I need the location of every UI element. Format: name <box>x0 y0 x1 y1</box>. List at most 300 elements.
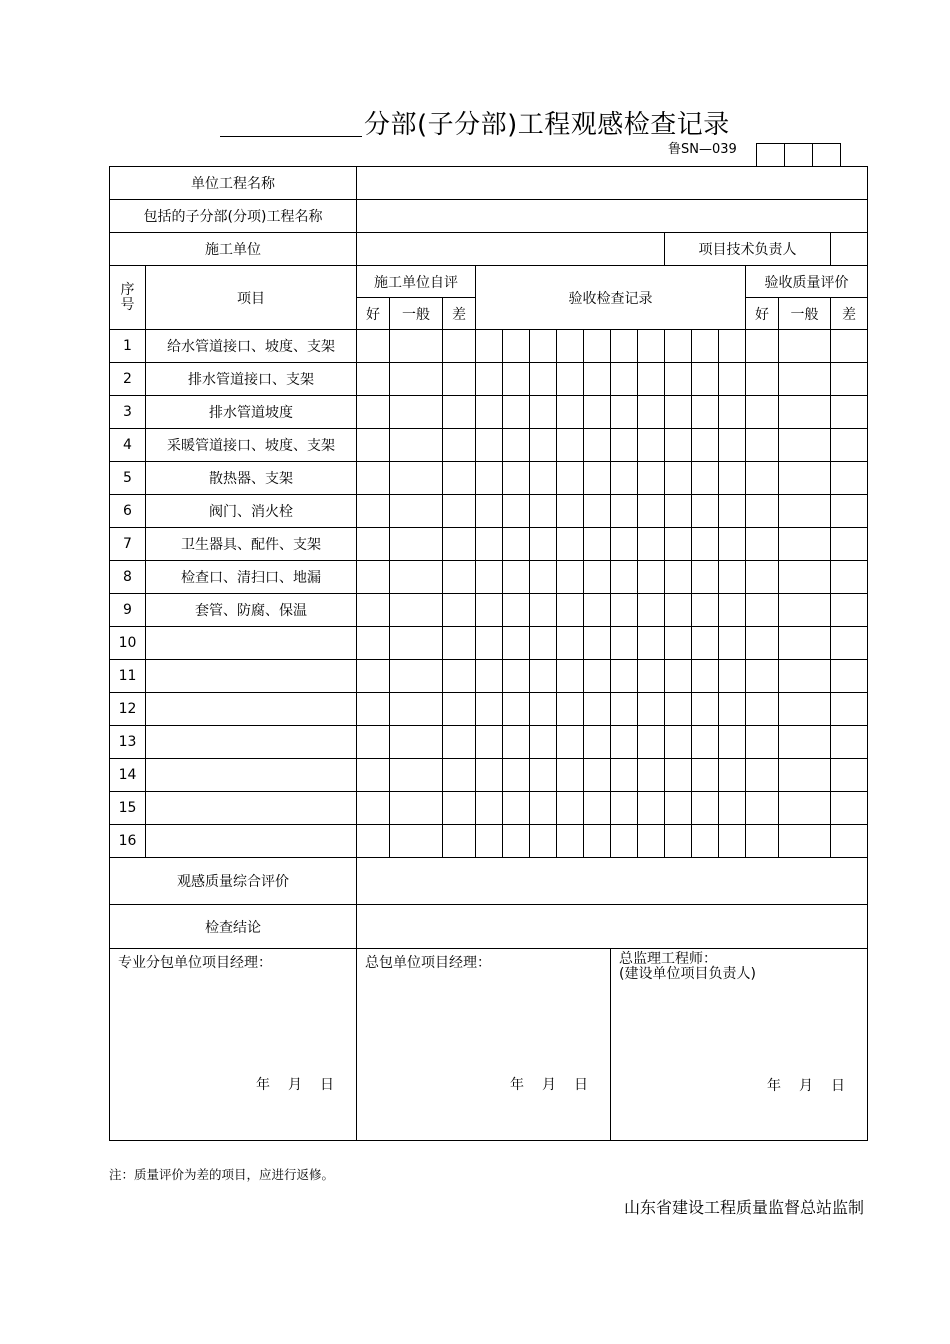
row-cell[interactable] <box>390 561 443 594</box>
row-cell[interactable] <box>638 792 665 825</box>
row-cell[interactable] <box>719 759 746 792</box>
row-cell[interactable] <box>779 495 831 528</box>
row-cell[interactable] <box>665 363 692 396</box>
row-cell[interactable] <box>746 693 779 726</box>
row-cell[interactable] <box>719 594 746 627</box>
row-cell[interactable] <box>692 726 719 759</box>
unit-project-field[interactable] <box>357 167 868 200</box>
row-cell[interactable] <box>443 759 476 792</box>
table-row <box>110 660 868 693</box>
row-cell[interactable] <box>530 792 557 825</box>
row-cell[interactable] <box>611 495 638 528</box>
code-box <box>784 143 813 167</box>
row-cell[interactable] <box>611 363 638 396</box>
row-item: 采暖管道接口、坡度、支架 <box>146 429 357 462</box>
row-cell[interactable] <box>719 825 746 858</box>
row-cell[interactable] <box>357 726 390 759</box>
row-cell[interactable] <box>476 825 503 858</box>
contractor-field[interactable] <box>357 233 665 266</box>
row-cell[interactable] <box>746 330 779 363</box>
row-cell[interactable] <box>665 660 692 693</box>
row-cell[interactable] <box>476 429 503 462</box>
row-cell[interactable] <box>390 792 443 825</box>
row-cell[interactable] <box>530 726 557 759</box>
row-cell[interactable] <box>530 759 557 792</box>
row-cell[interactable] <box>503 660 530 693</box>
row-cell[interactable] <box>719 462 746 495</box>
row-cell[interactable] <box>357 396 390 429</box>
row-cell[interactable] <box>611 693 638 726</box>
row-cell[interactable] <box>476 561 503 594</box>
row-cell[interactable] <box>638 726 665 759</box>
row-cell[interactable] <box>557 396 584 429</box>
row-cell[interactable] <box>638 330 665 363</box>
row-cell[interactable] <box>692 693 719 726</box>
row-cell[interactable] <box>611 594 638 627</box>
row-cell[interactable] <box>779 660 831 693</box>
acc-good-header: 好 <box>746 298 779 330</box>
row-cell[interactable] <box>779 462 831 495</box>
row-cell[interactable] <box>530 528 557 561</box>
supervisor-label: 总监理工程师： <box>619 951 717 967</box>
row-cell[interactable] <box>557 528 584 561</box>
row-cell[interactable] <box>831 759 868 792</box>
row-cell[interactable] <box>638 759 665 792</box>
row-cell[interactable] <box>779 726 831 759</box>
row-number: 1 <box>110 330 146 363</box>
row-cell[interactable] <box>665 825 692 858</box>
row-cell[interactable] <box>611 825 638 858</box>
table-row <box>110 693 868 726</box>
row-number: 4 <box>110 429 146 462</box>
row-cell[interactable] <box>443 627 476 660</box>
row-cell[interactable] <box>779 792 831 825</box>
row-cell[interactable] <box>584 825 611 858</box>
row-cell[interactable] <box>503 825 530 858</box>
footer-issuer: 山东省建设工程质量监督总站监制 <box>623 1198 864 1217</box>
row-cell[interactable] <box>530 660 557 693</box>
row-cell[interactable] <box>530 396 557 429</box>
row-cell[interactable] <box>476 594 503 627</box>
row-cell[interactable] <box>746 429 779 462</box>
row-cell[interactable] <box>390 528 443 561</box>
row-cell[interactable] <box>779 594 831 627</box>
row-cell[interactable] <box>357 561 390 594</box>
row-cell[interactable] <box>357 528 390 561</box>
row-cell[interactable] <box>530 330 557 363</box>
row-cell[interactable] <box>779 759 831 792</box>
row-cell[interactable] <box>476 462 503 495</box>
row-cell[interactable] <box>584 330 611 363</box>
row-cell[interactable] <box>530 363 557 396</box>
row-cell[interactable] <box>557 759 584 792</box>
row-cell[interactable] <box>638 528 665 561</box>
row-cell[interactable] <box>665 693 692 726</box>
row-cell[interactable] <box>443 363 476 396</box>
row-cell[interactable] <box>443 726 476 759</box>
row-cell[interactable] <box>611 561 638 594</box>
row-cell[interactable] <box>831 693 868 726</box>
row-cell[interactable] <box>665 528 692 561</box>
row-cell[interactable] <box>611 660 638 693</box>
row-cell[interactable] <box>530 429 557 462</box>
row-cell[interactable] <box>611 759 638 792</box>
conclusion-field[interactable] <box>357 905 868 949</box>
row-cell[interactable] <box>719 429 746 462</box>
row-cell[interactable] <box>390 462 443 495</box>
row-cell[interactable] <box>831 462 868 495</box>
table-row <box>110 825 868 858</box>
row-cell[interactable] <box>557 561 584 594</box>
row-cell[interactable] <box>503 792 530 825</box>
row-cell[interactable] <box>638 594 665 627</box>
row-cell[interactable] <box>665 561 692 594</box>
row-cell[interactable] <box>390 825 443 858</box>
row-cell[interactable] <box>638 495 665 528</box>
row-cell[interactable] <box>746 396 779 429</box>
row-cell[interactable] <box>530 693 557 726</box>
row-cell[interactable] <box>746 462 779 495</box>
row-cell[interactable] <box>557 330 584 363</box>
row-cell[interactable] <box>831 495 868 528</box>
row-cell[interactable] <box>692 363 719 396</box>
row-cell[interactable] <box>390 693 443 726</box>
row-cell[interactable] <box>530 561 557 594</box>
row-cell[interactable] <box>665 627 692 660</box>
row-cell[interactable] <box>831 660 868 693</box>
row-cell[interactable] <box>692 429 719 462</box>
row-cell[interactable] <box>357 429 390 462</box>
row-cell[interactable] <box>831 594 868 627</box>
title-blank-line <box>220 112 362 137</box>
row-cell[interactable] <box>503 561 530 594</box>
row-cell[interactable] <box>831 528 868 561</box>
row-cell[interactable] <box>357 693 390 726</box>
row-cell[interactable] <box>611 396 638 429</box>
row-cell[interactable] <box>390 594 443 627</box>
row-cell[interactable] <box>584 561 611 594</box>
row-cell[interactable] <box>557 429 584 462</box>
row-cell[interactable] <box>443 462 476 495</box>
row-cell[interactable] <box>476 660 503 693</box>
row-cell[interactable] <box>692 594 719 627</box>
row-cell[interactable] <box>831 561 868 594</box>
supervisor-alt-label: (建设单位项目负责人) <box>619 966 756 982</box>
row-cell[interactable] <box>611 627 638 660</box>
row-cell[interactable] <box>443 429 476 462</box>
row-cell[interactable] <box>692 627 719 660</box>
row-cell[interactable] <box>557 462 584 495</box>
sub-project-label: 包括的子分部(分项)工程名称 <box>110 200 357 233</box>
row-cell[interactable] <box>746 825 779 858</box>
row-cell[interactable] <box>443 792 476 825</box>
row-cell[interactable] <box>390 726 443 759</box>
row-cell[interactable] <box>357 627 390 660</box>
row-cell[interactable] <box>665 462 692 495</box>
row-item: 阀门、消火栓 <box>146 495 357 528</box>
row-cell[interactable] <box>476 759 503 792</box>
row-cell[interactable] <box>557 792 584 825</box>
sign-date: 年 月 日 <box>767 1078 845 1094</box>
row-cell[interactable] <box>443 495 476 528</box>
row-cell[interactable] <box>390 627 443 660</box>
row-cell[interactable] <box>503 759 530 792</box>
row-cell[interactable] <box>611 528 638 561</box>
row-cell[interactable] <box>443 660 476 693</box>
row-cell[interactable] <box>692 528 719 561</box>
row-cell[interactable] <box>746 792 779 825</box>
row-cell[interactable] <box>638 825 665 858</box>
row-cell[interactable] <box>779 330 831 363</box>
row-cell[interactable] <box>390 660 443 693</box>
row-cell[interactable] <box>638 561 665 594</box>
row-cell[interactable] <box>638 363 665 396</box>
row-cell[interactable] <box>779 561 831 594</box>
row-cell[interactable] <box>390 429 443 462</box>
row-cell[interactable] <box>719 693 746 726</box>
row-cell[interactable] <box>692 825 719 858</box>
row-cell[interactable] <box>719 528 746 561</box>
row-cell[interactable] <box>611 462 638 495</box>
row-cell[interactable] <box>476 693 503 726</box>
row-cell[interactable] <box>638 462 665 495</box>
row-cell[interactable] <box>357 792 390 825</box>
row-cell[interactable] <box>831 363 868 396</box>
row-cell[interactable] <box>530 594 557 627</box>
row-cell[interactable] <box>746 627 779 660</box>
row-item <box>146 825 357 858</box>
row-cell[interactable] <box>719 726 746 759</box>
row-cell[interactable] <box>476 792 503 825</box>
row-cell[interactable] <box>638 396 665 429</box>
row-cell[interactable] <box>476 363 503 396</box>
row-item: 排水管道接口、支架 <box>146 363 357 396</box>
row-cell[interactable] <box>503 594 530 627</box>
row-cell[interactable] <box>584 429 611 462</box>
row-cell[interactable] <box>692 792 719 825</box>
row-cell[interactable] <box>779 429 831 462</box>
row-cell[interactable] <box>390 330 443 363</box>
row-cell[interactable] <box>443 693 476 726</box>
row-cell[interactable] <box>443 561 476 594</box>
row-item <box>146 759 357 792</box>
row-cell[interactable] <box>503 462 530 495</box>
row-cell[interactable] <box>390 495 443 528</box>
row-cell[interactable] <box>503 495 530 528</box>
row-cell[interactable] <box>665 792 692 825</box>
note: 注：质量评价为差的项目，应进行返修。 <box>109 1167 335 1182</box>
overall-eval-label: 观感质量综合评价 <box>110 858 357 905</box>
row-cell[interactable] <box>611 792 638 825</box>
supervisor-signature[interactable] <box>611 949 868 1141</box>
row-number: 7 <box>110 528 146 561</box>
row-cell[interactable] <box>638 429 665 462</box>
row-cell[interactable] <box>443 396 476 429</box>
row-cell[interactable] <box>390 396 443 429</box>
main-manager-signature[interactable] <box>357 949 611 1141</box>
row-cell[interactable] <box>779 627 831 660</box>
row-cell[interactable] <box>638 627 665 660</box>
row-cell[interactable] <box>638 693 665 726</box>
sign-date: 年 月 日 <box>256 1077 334 1093</box>
table-row <box>110 759 868 792</box>
check-record-header: 验收检查记录 <box>476 266 746 330</box>
table-row <box>110 495 868 528</box>
row-cell[interactable] <box>779 825 831 858</box>
row-item <box>146 693 357 726</box>
row-number: 11 <box>110 660 146 693</box>
row-cell[interactable] <box>692 660 719 693</box>
row-cell[interactable] <box>584 627 611 660</box>
row-cell[interactable] <box>557 594 584 627</box>
row-cell[interactable] <box>584 462 611 495</box>
row-item: 给水管道接口、坡度、支架 <box>146 330 357 363</box>
row-cell[interactable] <box>719 396 746 429</box>
row-cell[interactable] <box>503 726 530 759</box>
row-number: 9 <box>110 594 146 627</box>
row-cell[interactable] <box>357 363 390 396</box>
row-cell[interactable] <box>584 495 611 528</box>
row-cell[interactable] <box>557 363 584 396</box>
row-cell[interactable] <box>443 528 476 561</box>
row-cell[interactable] <box>611 429 638 462</box>
row-cell[interactable] <box>779 363 831 396</box>
row-cell[interactable] <box>443 825 476 858</box>
row-cell[interactable] <box>719 495 746 528</box>
row-cell[interactable] <box>476 726 503 759</box>
row-cell[interactable] <box>665 429 692 462</box>
row-cell[interactable] <box>831 396 868 429</box>
row-cell[interactable] <box>443 330 476 363</box>
row-cell[interactable] <box>357 594 390 627</box>
row-cell[interactable] <box>503 330 530 363</box>
row-number: 2 <box>110 363 146 396</box>
row-cell[interactable] <box>530 825 557 858</box>
tech-lead-field[interactable] <box>831 233 868 266</box>
table-row <box>110 462 868 495</box>
row-cell[interactable] <box>357 330 390 363</box>
row-cell[interactable] <box>831 792 868 825</box>
row-cell[interactable] <box>476 495 503 528</box>
row-cell[interactable] <box>692 330 719 363</box>
row-cell[interactable] <box>719 561 746 594</box>
sub-project-field[interactable] <box>357 200 868 233</box>
row-cell[interactable] <box>692 561 719 594</box>
row-cell[interactable] <box>719 330 746 363</box>
row-cell[interactable] <box>530 462 557 495</box>
row-cell[interactable] <box>746 594 779 627</box>
row-cell[interactable] <box>503 429 530 462</box>
row-cell[interactable] <box>584 726 611 759</box>
row-cell[interactable] <box>557 627 584 660</box>
row-cell[interactable] <box>557 726 584 759</box>
row-cell[interactable] <box>357 759 390 792</box>
row-cell[interactable] <box>476 396 503 429</box>
row-cell[interactable] <box>719 363 746 396</box>
row-cell[interactable] <box>831 825 868 858</box>
row-cell[interactable] <box>665 396 692 429</box>
row-cell[interactable] <box>746 561 779 594</box>
row-cell[interactable] <box>665 330 692 363</box>
overall-eval-field[interactable] <box>357 858 868 905</box>
row-cell[interactable] <box>357 495 390 528</box>
row-cell[interactable] <box>503 363 530 396</box>
row-cell[interactable] <box>692 396 719 429</box>
row-cell[interactable] <box>530 627 557 660</box>
row-cell[interactable] <box>692 759 719 792</box>
row-cell[interactable] <box>638 660 665 693</box>
row-cell[interactable] <box>665 495 692 528</box>
row-cell[interactable] <box>719 792 746 825</box>
row-cell[interactable] <box>719 660 746 693</box>
row-cell[interactable] <box>584 759 611 792</box>
row-cell[interactable] <box>503 528 530 561</box>
row-cell[interactable] <box>476 330 503 363</box>
row-cell[interactable] <box>557 693 584 726</box>
row-cell[interactable] <box>584 396 611 429</box>
row-cell[interactable] <box>503 693 530 726</box>
item-header: 项目 <box>146 266 357 330</box>
row-cell[interactable] <box>584 792 611 825</box>
row-cell[interactable] <box>831 429 868 462</box>
row-cell[interactable] <box>390 759 443 792</box>
sub-manager-signature[interactable] <box>110 949 357 1141</box>
row-cell[interactable] <box>584 693 611 726</box>
row-cell[interactable] <box>779 693 831 726</box>
row-cell[interactable] <box>831 330 868 363</box>
row-cell[interactable] <box>557 825 584 858</box>
row-cell[interactable] <box>530 495 557 528</box>
row-cell[interactable] <box>719 627 746 660</box>
row-cell[interactable] <box>665 594 692 627</box>
row-cell[interactable] <box>443 594 476 627</box>
row-cell[interactable] <box>357 660 390 693</box>
row-cell[interactable] <box>665 759 692 792</box>
row-cell[interactable] <box>476 528 503 561</box>
row-cell[interactable] <box>831 726 868 759</box>
row-cell[interactable] <box>746 660 779 693</box>
row-cell[interactable] <box>746 726 779 759</box>
row-cell[interactable] <box>692 495 719 528</box>
code-box <box>812 143 841 167</box>
row-cell[interactable] <box>584 528 611 561</box>
row-number: 6 <box>110 495 146 528</box>
row-cell[interactable] <box>746 759 779 792</box>
row-cell[interactable] <box>611 726 638 759</box>
row-number: 3 <box>110 396 146 429</box>
row-cell[interactable] <box>584 660 611 693</box>
row-cell[interactable] <box>584 363 611 396</box>
row-cell[interactable] <box>831 627 868 660</box>
row-cell[interactable] <box>779 528 831 561</box>
row-cell[interactable] <box>584 594 611 627</box>
row-cell[interactable] <box>476 627 503 660</box>
row-cell[interactable] <box>746 528 779 561</box>
row-cell[interactable] <box>779 396 831 429</box>
row-cell[interactable] <box>357 825 390 858</box>
row-cell[interactable] <box>390 363 443 396</box>
row-cell[interactable] <box>665 726 692 759</box>
row-cell[interactable] <box>503 396 530 429</box>
row-cell[interactable] <box>557 660 584 693</box>
row-cell[interactable] <box>557 495 584 528</box>
row-cell[interactable] <box>357 462 390 495</box>
row-cell[interactable] <box>746 363 779 396</box>
row-cell[interactable] <box>611 330 638 363</box>
row-cell[interactable] <box>746 495 779 528</box>
row-cell[interactable] <box>692 462 719 495</box>
row-cell[interactable] <box>503 627 530 660</box>
